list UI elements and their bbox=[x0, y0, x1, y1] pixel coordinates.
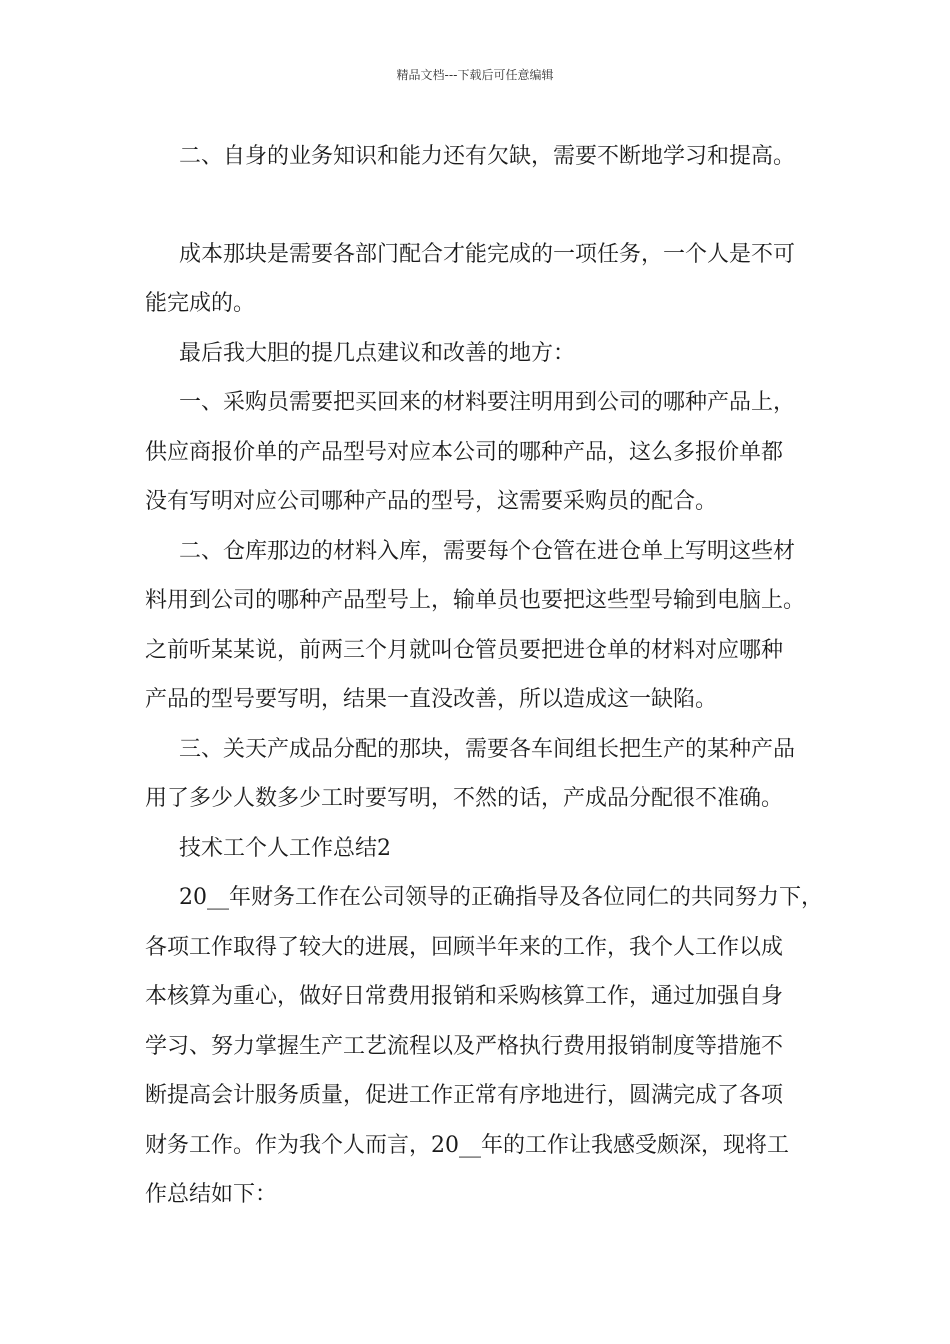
text-line: 用了多少人数多少工时要写明，不然的话，产成品分配很不准确。 bbox=[145, 786, 784, 811]
text-line: 供应商报价单的产品型号对应本公司的哪种产品，这么多报价单都 bbox=[145, 439, 784, 465]
text-line: 20__年财务工作在公司领导的正确指导及各位同仁的共同努力下， bbox=[179, 885, 823, 910]
text-line: 各项工作取得了较大的进展，回顾半年来的工作，我个人工作以成 bbox=[145, 934, 784, 960]
text-line: 没有写明对应公司哪种产品的型号，这需要采购员的配合。 bbox=[145, 489, 718, 514]
text-line: 三、关天产成品分配的那块，需要各车间组长把生产的某种产品 bbox=[179, 736, 796, 762]
text-line: 产品的型号要写明，结果一直没改善，所以造成这一缺陷。 bbox=[145, 687, 718, 712]
paragraph-spacer bbox=[145, 182, 825, 230]
text-line: 作总结如下： bbox=[145, 1182, 278, 1207]
text-line: 二、仓库那边的材料入库，需要每个仓管在进仓单上写明这些材 bbox=[179, 538, 796, 564]
paragraph-suggestions-intro bbox=[145, 329, 825, 379]
text-line: 之前听某某说，前两三个月就叫仓管员要把进仓单的材料对应哪种 bbox=[145, 637, 784, 663]
text-line: 能完成的。 bbox=[145, 291, 256, 316]
text-line: 料用到公司的哪种产品型号上，输单员也要把这些型号输到电脑上。 bbox=[145, 588, 806, 613]
text-line: 学习、努力掌握生产工艺流程以及严格执行费用报销制度等措施不 bbox=[145, 1033, 784, 1059]
document-body bbox=[145, 132, 825, 1220]
paragraph-finance-summary bbox=[145, 873, 825, 1220]
page-header: 精品文档---下载后可任意编辑 bbox=[396, 68, 554, 82]
section-title bbox=[145, 824, 825, 874]
text-line: 本核算为重心，做好日常费用报销和采购核算工作，通过加强自身 bbox=[145, 984, 784, 1009]
paragraph-suggestion-purchasing bbox=[145, 378, 825, 527]
text-line: 成本那块是需要各部门配合才能完成的一项任务，一个人是不可 bbox=[179, 241, 796, 267]
paragraph-suggestion-allocation bbox=[145, 725, 825, 824]
text-line: 断提高会计服务质量，促进工作正常有序地进行，圆满完成了各项 bbox=[145, 1083, 784, 1108]
paragraph-cost-cooperation bbox=[145, 230, 825, 329]
text-line: 财务工作。作为我个人而言，20__年的工作让我感受颇深，现将工 bbox=[145, 1132, 789, 1158]
paragraph-suggestion-warehouse bbox=[145, 527, 825, 725]
text-line: 二、自身的业务知识和能力还有欠缺，需要不断地学习和提高。 bbox=[179, 144, 796, 169]
text-line: 一、采购员需要把买回来的材料要注明用到公司的哪种产品上， bbox=[179, 390, 796, 415]
paragraph-skill-gap bbox=[145, 132, 825, 182]
text-line: 最后我大胆的提几点建议和改善的地方： bbox=[179, 340, 576, 366]
text-line: 技术工个人工作总结2 bbox=[179, 835, 391, 861]
